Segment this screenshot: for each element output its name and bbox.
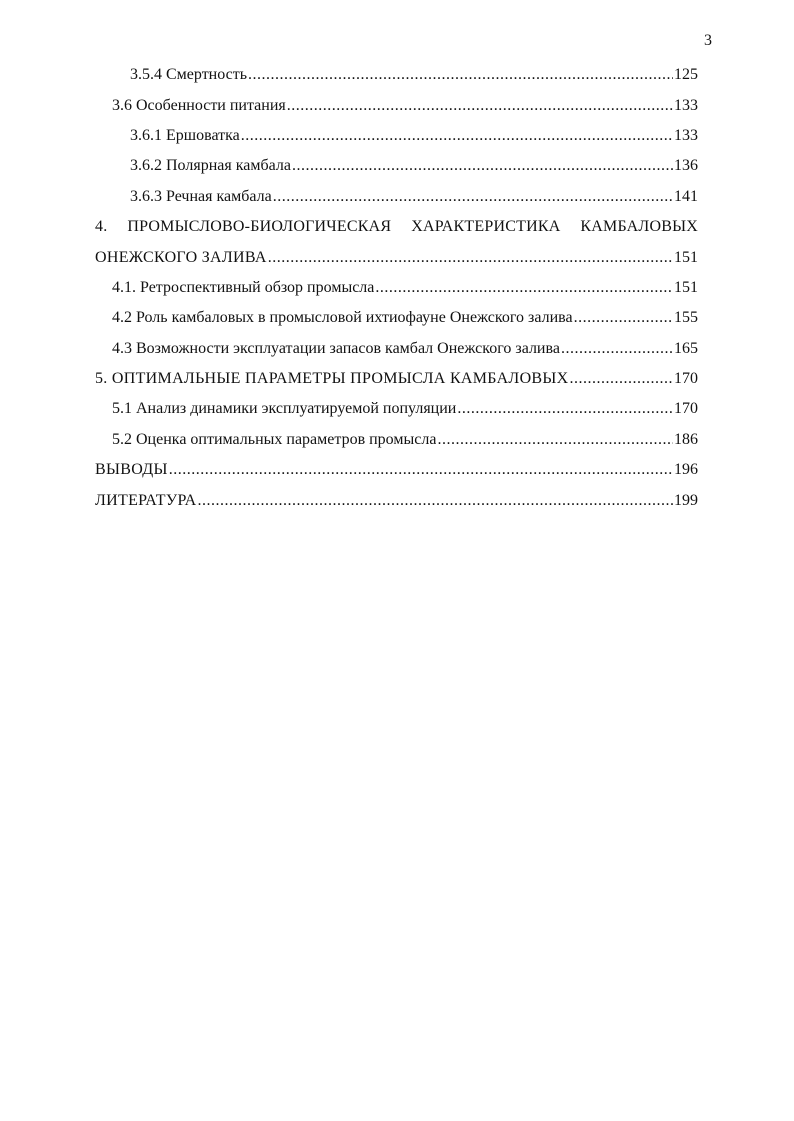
toc-leader [375,280,673,296]
toc-entry-title: 3.5.4 Смертность [130,67,248,84]
toc-entry-page: 125 [674,66,698,84]
toc-entry[interactable] [95,394,698,424]
toc-entry-title: ОНЕЖСКОГО ЗАЛИВА [95,249,267,266]
toc-entry-title: 5.1 Анализ динамики эксплуатируемой популяции [112,401,457,418]
toc-entry-page: 196 [674,461,698,479]
toc-entry[interactable] [95,273,698,303]
toc-leader [273,189,673,205]
toc-entry-title: 5.2 Оценка оптимальных параметров промысла [112,431,437,448]
toc-entry-page: 155 [674,309,698,327]
toc-entry-title: 3.6.3 Речная камбала [130,188,272,205]
toc-entry-title: 4.1. Ретроспективный обзор промысла [112,279,375,296]
toc-leader [570,371,673,387]
toc-entry-title: ВЫВОДЫ [95,462,168,479]
toc-entry-title: 4.3 Возможности эксплуатации запасов камбал Онежского залива [112,340,560,357]
toc-entry-title: 3.6.2 Полярная камбала [130,158,291,175]
toc-entry-title: 3.6 Особенности питания [112,97,286,114]
toc-leader [241,128,673,144]
toc-entry-page: 133 [674,126,698,144]
toc-leader [437,432,673,448]
toc-entry[interactable] [95,242,698,272]
toc-leader [248,67,673,83]
table-of-contents [95,60,698,516]
toc-entry-page: 170 [674,400,698,418]
toc-entry-page: 133 [674,96,698,114]
toc-entry-title: 5. ОПТИМАЛЬНЫЕ ПАРАМЕТРЫ ПРОМЫСЛА КАМБАЛОВЫХ [95,371,569,388]
toc-entry-title: ЛИТЕРАТУРА [95,492,197,509]
toc-entry[interactable] [95,121,698,151]
toc-entry-page: 186 [674,430,698,448]
toc-entry-page: 199 [674,491,698,509]
toc-entry[interactable] [95,182,698,212]
toc-entry-title: 3.6.1 Ершоватка [130,127,240,144]
toc-entry-page: 136 [674,157,698,175]
toc-entry-title: 4. ПРОМЫСЛОВО-БИОЛОГИЧЕСКАЯ ХАРАКТЕРИСТИКА КАМБАЛОВЫХ [95,219,698,236]
toc-entry-page: 141 [674,187,698,205]
toc-entry-page: 170 [674,370,698,388]
toc-entry[interactable] [95,455,698,485]
toc-entry[interactable] [95,151,698,181]
toc-leader [292,158,673,174]
toc-leader [268,250,673,266]
toc-leader [287,98,673,114]
toc-entry-page: 165 [674,339,698,357]
toc-entry[interactable] [95,485,698,515]
toc-leader [457,401,673,417]
toc-leader [169,462,673,478]
toc-entry[interactable] [95,334,698,364]
page-number: 3 [704,32,712,49]
toc-entry-title: 4.2 Роль камбаловых в промысловой ихтиофауне Онежского залива [112,310,573,327]
toc-leader [561,341,673,357]
toc-entry[interactable] [95,60,698,90]
toc-entry-page: 151 [674,278,698,296]
toc-leader [574,310,673,326]
toc-entry[interactable] [95,90,698,120]
toc-entry[interactable] [95,364,698,394]
toc-entry[interactable] [95,303,698,333]
toc-entry-heading[interactable] [95,212,698,242]
toc-entry[interactable] [95,425,698,455]
toc-entry-page: 151 [674,248,698,266]
toc-leader [197,493,673,509]
